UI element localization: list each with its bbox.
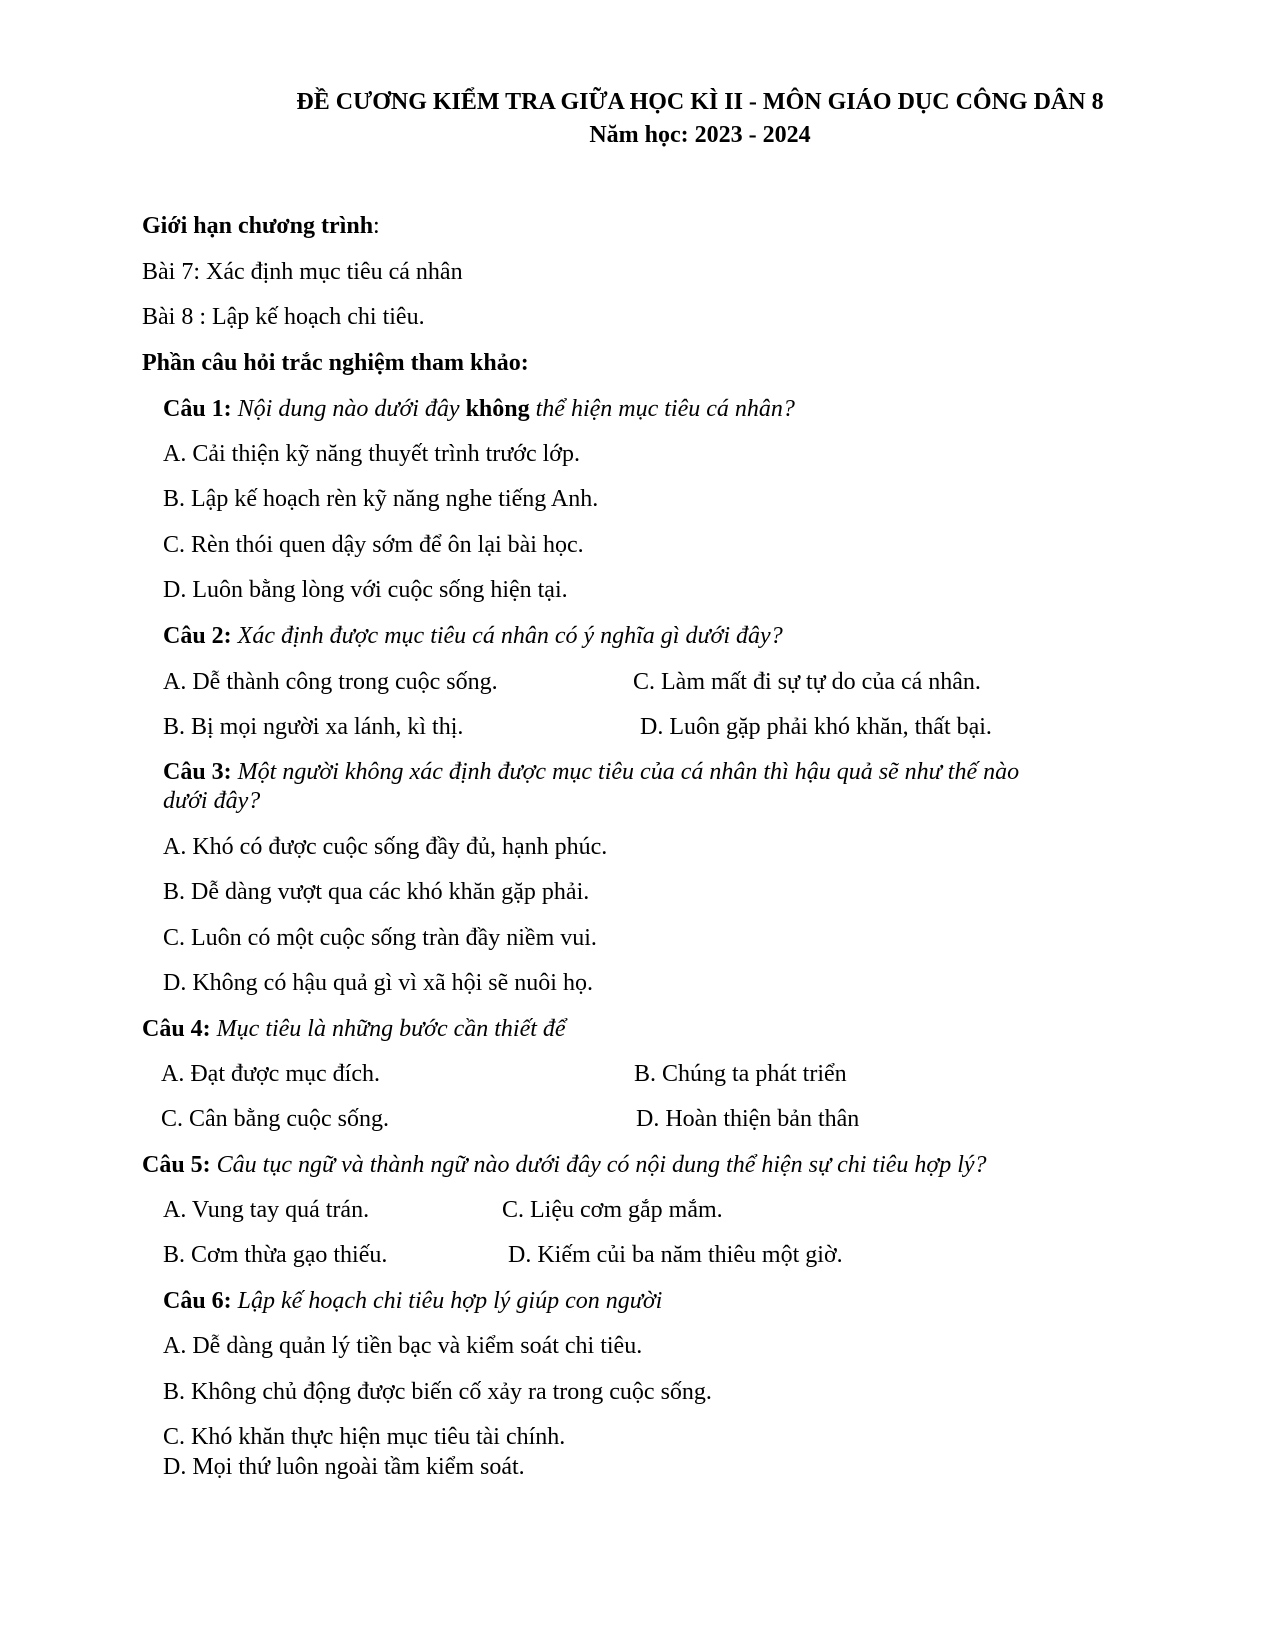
question-6-label: Câu 6:	[163, 1288, 232, 1314]
question-1-text-before: Nội dung nào dưới đây	[231, 396, 466, 422]
question-1-option-a: A. Cải thiện kỹ năng thuyết trình trước lớp.	[163, 441, 580, 467]
question-3-text-line1: Một người không xác định được mục tiêu của cá nhân thì hậu quả sẽ như thế nào	[231, 759, 1020, 785]
question-5-option-d: D. Kiếm củi ba năm thiêu một giờ.	[508, 1242, 843, 1268]
school-year: Năm học: 2023 - 2024	[589, 122, 811, 148]
question-5-label: Câu 5:	[142, 1152, 211, 1178]
document-title: ĐỀ CƯƠNG KIỂM TRA GIỮA HỌC KÌ II - MÔN GIÁO DỤC CÔNG DÂN 8	[296, 89, 1104, 115]
question-4-option-c: C. Cân bằng cuộc sống.	[161, 1106, 389, 1132]
question-1-emphasis: không	[465, 396, 530, 422]
question-3-option-c: C. Luôn có một cuộc sống tràn đầy niềm vui.	[163, 925, 597, 951]
question-1-option-d: D. Luôn bằng lòng với cuộc sống hiện tại.	[163, 577, 568, 603]
question-4-option-d: D. Hoàn thiện bản thân	[636, 1106, 860, 1132]
scope-heading: Giới hạn chương trình	[142, 213, 374, 239]
question-6-option-b: B. Không chủ động được biến cố xảy ra trong cuộc sống.	[163, 1379, 712, 1405]
scope-heading-line	[142, 212, 380, 240]
question-6-option-a: A. Dễ dàng quản lý tiền bạc và kiểm soát chi tiêu.	[163, 1333, 643, 1359]
question-5-option-a: A. Vung tay quá trán.	[163, 1197, 370, 1223]
question-4-text: Mục tiêu là những bước cần thiết để	[210, 1016, 566, 1042]
scope-heading-colon: :	[373, 213, 380, 239]
section-heading: Phần câu hỏi trắc nghiệm tham khảo:	[142, 350, 529, 376]
question-3-option-d: D. Không có hậu quả gì vì xã hội sẽ nuôi họ.	[163, 970, 593, 996]
question-5-text: Câu tục ngữ và thành ngữ nào dưới đây có nội dung thể hiện sự chi tiêu hợp lý?	[210, 1152, 987, 1178]
question-3-text-line2: dưới đây?	[163, 788, 261, 814]
question-4	[142, 1015, 566, 1043]
question-5-option-c: C. Liệu cơm gắp mắm.	[502, 1197, 723, 1223]
question-2-option-d: D. Luôn gặp phải khó khăn, thất bại.	[640, 714, 992, 740]
question-1-option-c: C. Rèn thói quen dậy sớm để ôn lại bài học.	[163, 532, 584, 558]
question-1	[163, 395, 795, 423]
scope-item-lesson-8: Bài 8 : Lập kế hoạch chi tiêu.	[142, 304, 425, 330]
question-4-option-b: B. Chúng ta phát triển	[634, 1061, 847, 1087]
scope-item-lesson-7: Bài 7: Xác định mục tiêu cá nhân	[142, 259, 463, 285]
question-1-option-b: B. Lập kế hoạch rèn kỹ năng nghe tiếng Anh.	[163, 486, 599, 512]
question-1-label: Câu 1:	[163, 396, 232, 422]
question-3	[163, 758, 1019, 786]
question-2-text: Xác định được mục tiêu cá nhân có ý nghĩa gì dưới đây?	[231, 623, 783, 649]
question-3-option-b: B. Dễ dàng vượt qua các khó khăn gặp phải.	[163, 879, 590, 905]
question-5-option-b: B. Cơm thừa gạo thiếu.	[163, 1242, 388, 1268]
question-2-option-b: B. Bị mọi người xa lánh, kì thị.	[163, 714, 464, 740]
question-3-option-a: A. Khó có được cuộc sống đầy đủ, hạnh phúc.	[163, 834, 608, 860]
question-4-label: Câu 4:	[142, 1016, 211, 1042]
question-6	[163, 1287, 662, 1315]
question-2-label: Câu 2:	[163, 623, 232, 649]
question-6-text: Lập kế hoạch chi tiêu hợp lý giúp con người	[231, 1288, 663, 1314]
question-4-option-a: A. Đạt được mục đích.	[161, 1061, 380, 1087]
question-6-option-c: C. Khó khăn thực hiện mục tiêu tài chính.	[163, 1424, 566, 1450]
question-2	[163, 622, 783, 650]
question-5	[142, 1151, 987, 1179]
question-3-label: Câu 3:	[163, 759, 232, 785]
question-1-text-after: thể hiện mục tiêu cá nhân?	[529, 396, 795, 422]
question-2-option-a: A. Dễ thành công trong cuộc sống.	[163, 669, 498, 695]
question-2-option-c: C. Làm mất đi sự tự do của cá nhân.	[633, 669, 981, 695]
question-6-option-d: D. Mọi thứ luôn ngoài tầm kiểm soát.	[163, 1454, 525, 1480]
